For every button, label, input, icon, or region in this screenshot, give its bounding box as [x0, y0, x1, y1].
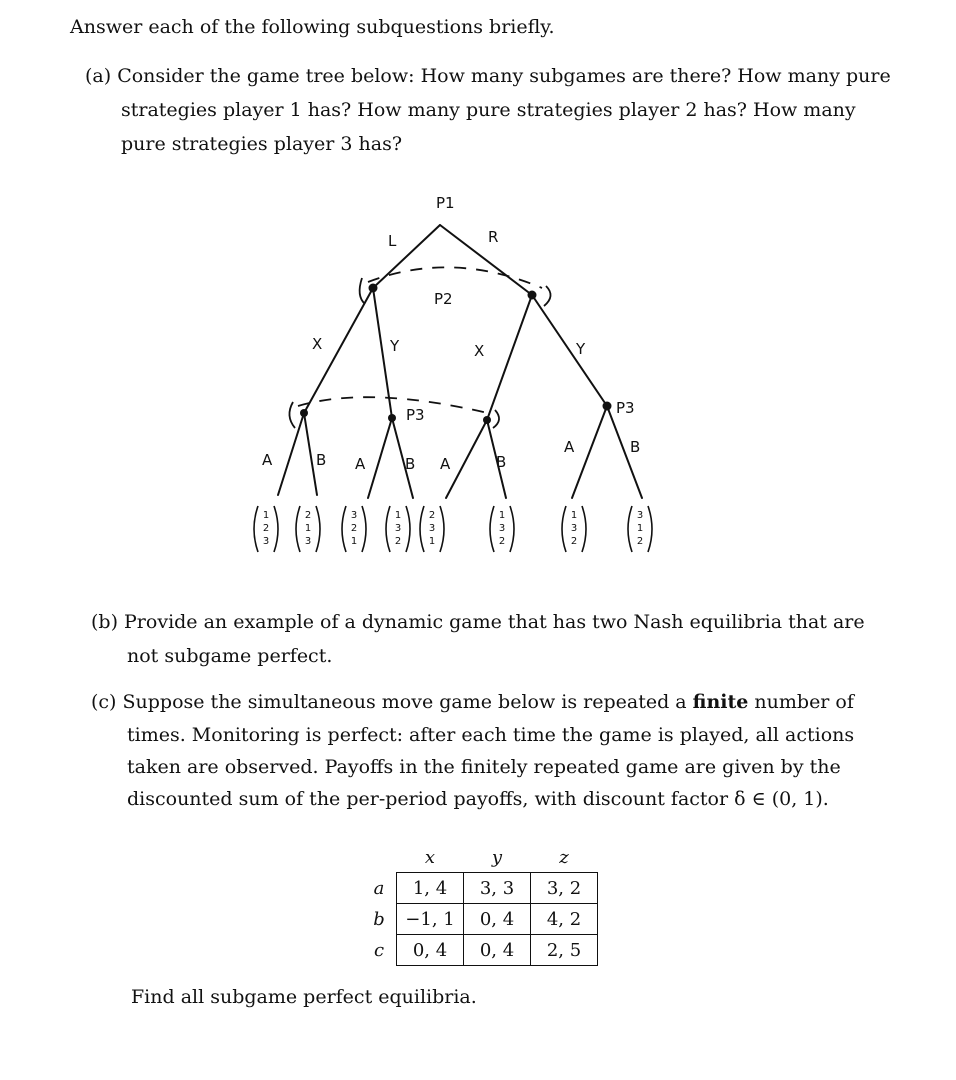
payoff-value: 1	[350, 536, 358, 547]
action-p2-right-x: X	[474, 342, 485, 360]
payoff-value: 2	[498, 536, 506, 547]
payoff-paren-left	[490, 506, 494, 552]
edge-p2r-x	[487, 295, 532, 420]
payoff-value: 3	[636, 510, 644, 521]
payoff-value: 2	[636, 536, 644, 547]
action-p1-right: R	[488, 228, 499, 246]
table-cell: 4, 2	[531, 904, 598, 935]
payoff-paren-left	[628, 506, 632, 552]
payoff-value: 1	[428, 536, 436, 547]
label-p3-left: P3	[406, 406, 425, 424]
payoff-value: 3	[570, 523, 578, 534]
node-p3-1	[300, 409, 308, 417]
payoff-vector	[296, 506, 320, 552]
question-c-line-2: times. Monitoring is perfect: after each time the game is played, all actions	[127, 724, 855, 746]
question-c-line-3: taken are observed. Payoffs in the finitely repeated game are given by the	[127, 756, 841, 778]
action-p3-1-a: A	[262, 451, 273, 469]
question-a-line-1: (a) Consider the game tree below: How many subgames are there? How many pure	[85, 65, 891, 87]
payoff-matrix-header	[362, 842, 598, 873]
table-cell: 0, 4	[464, 904, 531, 935]
node-p3-3	[483, 416, 491, 424]
row-label-c: c	[373, 939, 385, 961]
payoff-matrix	[362, 842, 598, 966]
action-p1-left: L	[388, 232, 397, 250]
payoff-paren-right	[510, 506, 514, 552]
info-set-p3-right-cap	[493, 410, 499, 428]
payoff-value: 2	[350, 523, 358, 534]
edge-p3-1a	[278, 413, 304, 495]
table-cell: −1, 1	[397, 904, 464, 935]
node-p3-4	[603, 402, 612, 411]
action-p3-2-b: B	[405, 455, 416, 473]
action-p3-4-a: A	[564, 438, 575, 456]
question-c-line-1-end: number of	[748, 691, 854, 713]
action-p3-3-b: B	[496, 453, 507, 471]
action-p3-2-a: A	[355, 455, 366, 473]
edge-p1-right	[440, 225, 532, 295]
payoff-value: 1	[394, 510, 402, 521]
payoff-paren-left	[562, 506, 566, 552]
question-c-line-1	[91, 686, 854, 719]
payoff-paren-left	[386, 506, 390, 552]
payoff-paren-right	[316, 506, 320, 552]
corner-cell	[362, 842, 397, 873]
payoff-value: 1	[498, 510, 506, 521]
question-a-line-3: pure strategies player 3 has?	[121, 133, 403, 155]
label-p3-right: P3	[616, 399, 635, 417]
table-row	[362, 904, 598, 935]
table-cell: 1, 4	[397, 873, 464, 904]
payoff-value: 3	[304, 536, 312, 547]
label-p1: P1	[436, 194, 455, 212]
closing-instruction: Find all subgame perfect equilibria.	[131, 986, 477, 1008]
table-cell: 0, 4	[464, 935, 531, 966]
action-p3-3-a: A	[440, 455, 451, 473]
question-c-line-4: discounted sum of the per-period payoffs, with discount factor δ ∈ (0, 1).	[127, 788, 829, 810]
info-set-p3-left-cap	[289, 402, 295, 428]
payoff-paren-left	[296, 506, 300, 552]
edge-p3-3a	[446, 420, 487, 498]
payoff-vector	[420, 506, 444, 552]
payoff-vector	[562, 506, 586, 552]
payoff-paren-right	[362, 506, 366, 552]
row-label-a: a	[373, 877, 385, 899]
question-a-line-2: strategies player 1 has? How many pure strategies player 2 has? How many	[121, 99, 856, 121]
payoff-value: 1	[570, 510, 578, 521]
table-row	[362, 935, 598, 966]
payoff-value: 3	[262, 536, 270, 547]
payoff-vector	[254, 506, 278, 552]
table-row	[362, 873, 598, 904]
question-b-line-1: (b) Provide an example of a dynamic game that has two Nash equilibria that are	[91, 611, 865, 633]
action-p3-1-b: B	[316, 451, 327, 469]
payoff-paren-right	[648, 506, 652, 552]
action-p3-4-b: B	[630, 438, 641, 456]
action-p2-left-x: X	[312, 335, 323, 353]
payoff-vector	[342, 506, 366, 552]
edge-p1-left	[373, 225, 440, 288]
payoff-value: 3	[428, 523, 436, 534]
table-cell: 3, 3	[464, 873, 531, 904]
edge-p3-4a	[572, 406, 607, 498]
column-header-z: z	[559, 846, 569, 868]
payoff-value: 2	[394, 536, 402, 547]
payoff-value: 3	[498, 523, 506, 534]
payoff-value: 3	[350, 510, 358, 521]
question-b-line-2: not subgame perfect.	[127, 645, 333, 667]
table-cell: 2, 5	[531, 935, 598, 966]
info-set-p3	[298, 397, 492, 414]
action-p2-left-y: Y	[390, 337, 400, 355]
payoff-paren-right	[440, 506, 444, 552]
payoff-value: 2	[428, 510, 436, 521]
payoff-vector	[490, 506, 514, 552]
payoff-value: 2	[304, 510, 312, 521]
node-p3-2	[388, 414, 396, 422]
payoff-paren-left	[342, 506, 346, 552]
row-label-b: b	[373, 908, 385, 930]
payoff-value: 1	[262, 510, 270, 521]
node-p2-right	[528, 291, 537, 300]
column-header-x: x	[424, 846, 436, 868]
payoff-value: 2	[570, 536, 578, 547]
payoff-value: 2	[262, 523, 270, 534]
payoff-value: 1	[304, 523, 312, 534]
payoff-paren-right	[406, 506, 410, 552]
edge-p2r-y	[532, 295, 607, 406]
payoff-vector	[386, 506, 410, 552]
info-set-p2-right-cap	[544, 286, 551, 306]
payoff-paren-left	[420, 506, 424, 552]
edge-p3-2a	[368, 418, 392, 498]
question-c-line-1-start: (c) Suppose the simultaneous move game below is repeated a	[91, 691, 693, 713]
payoff-value: 1	[636, 523, 644, 534]
column-header-y: y	[491, 846, 503, 868]
action-p2-right-y: Y	[576, 340, 586, 358]
table-cell: 0, 4	[397, 935, 464, 966]
payoff-value: 3	[394, 523, 402, 534]
game-tree-figure	[240, 180, 670, 580]
info-set-p2	[368, 267, 542, 288]
payoff-paren-right	[274, 506, 278, 552]
node-p2-left	[369, 284, 378, 293]
table-cell: 3, 2	[531, 873, 598, 904]
label-p2: P2	[434, 290, 453, 308]
payoff-vector	[628, 506, 652, 552]
payoff-paren-left	[254, 506, 258, 552]
intro-instruction: Answer each of the following subquestions briefly.	[70, 16, 555, 38]
payoff-paren-right	[582, 506, 586, 552]
finite-emphasis: finite	[692, 691, 749, 713]
info-set-p2-left-cap	[360, 278, 365, 304]
